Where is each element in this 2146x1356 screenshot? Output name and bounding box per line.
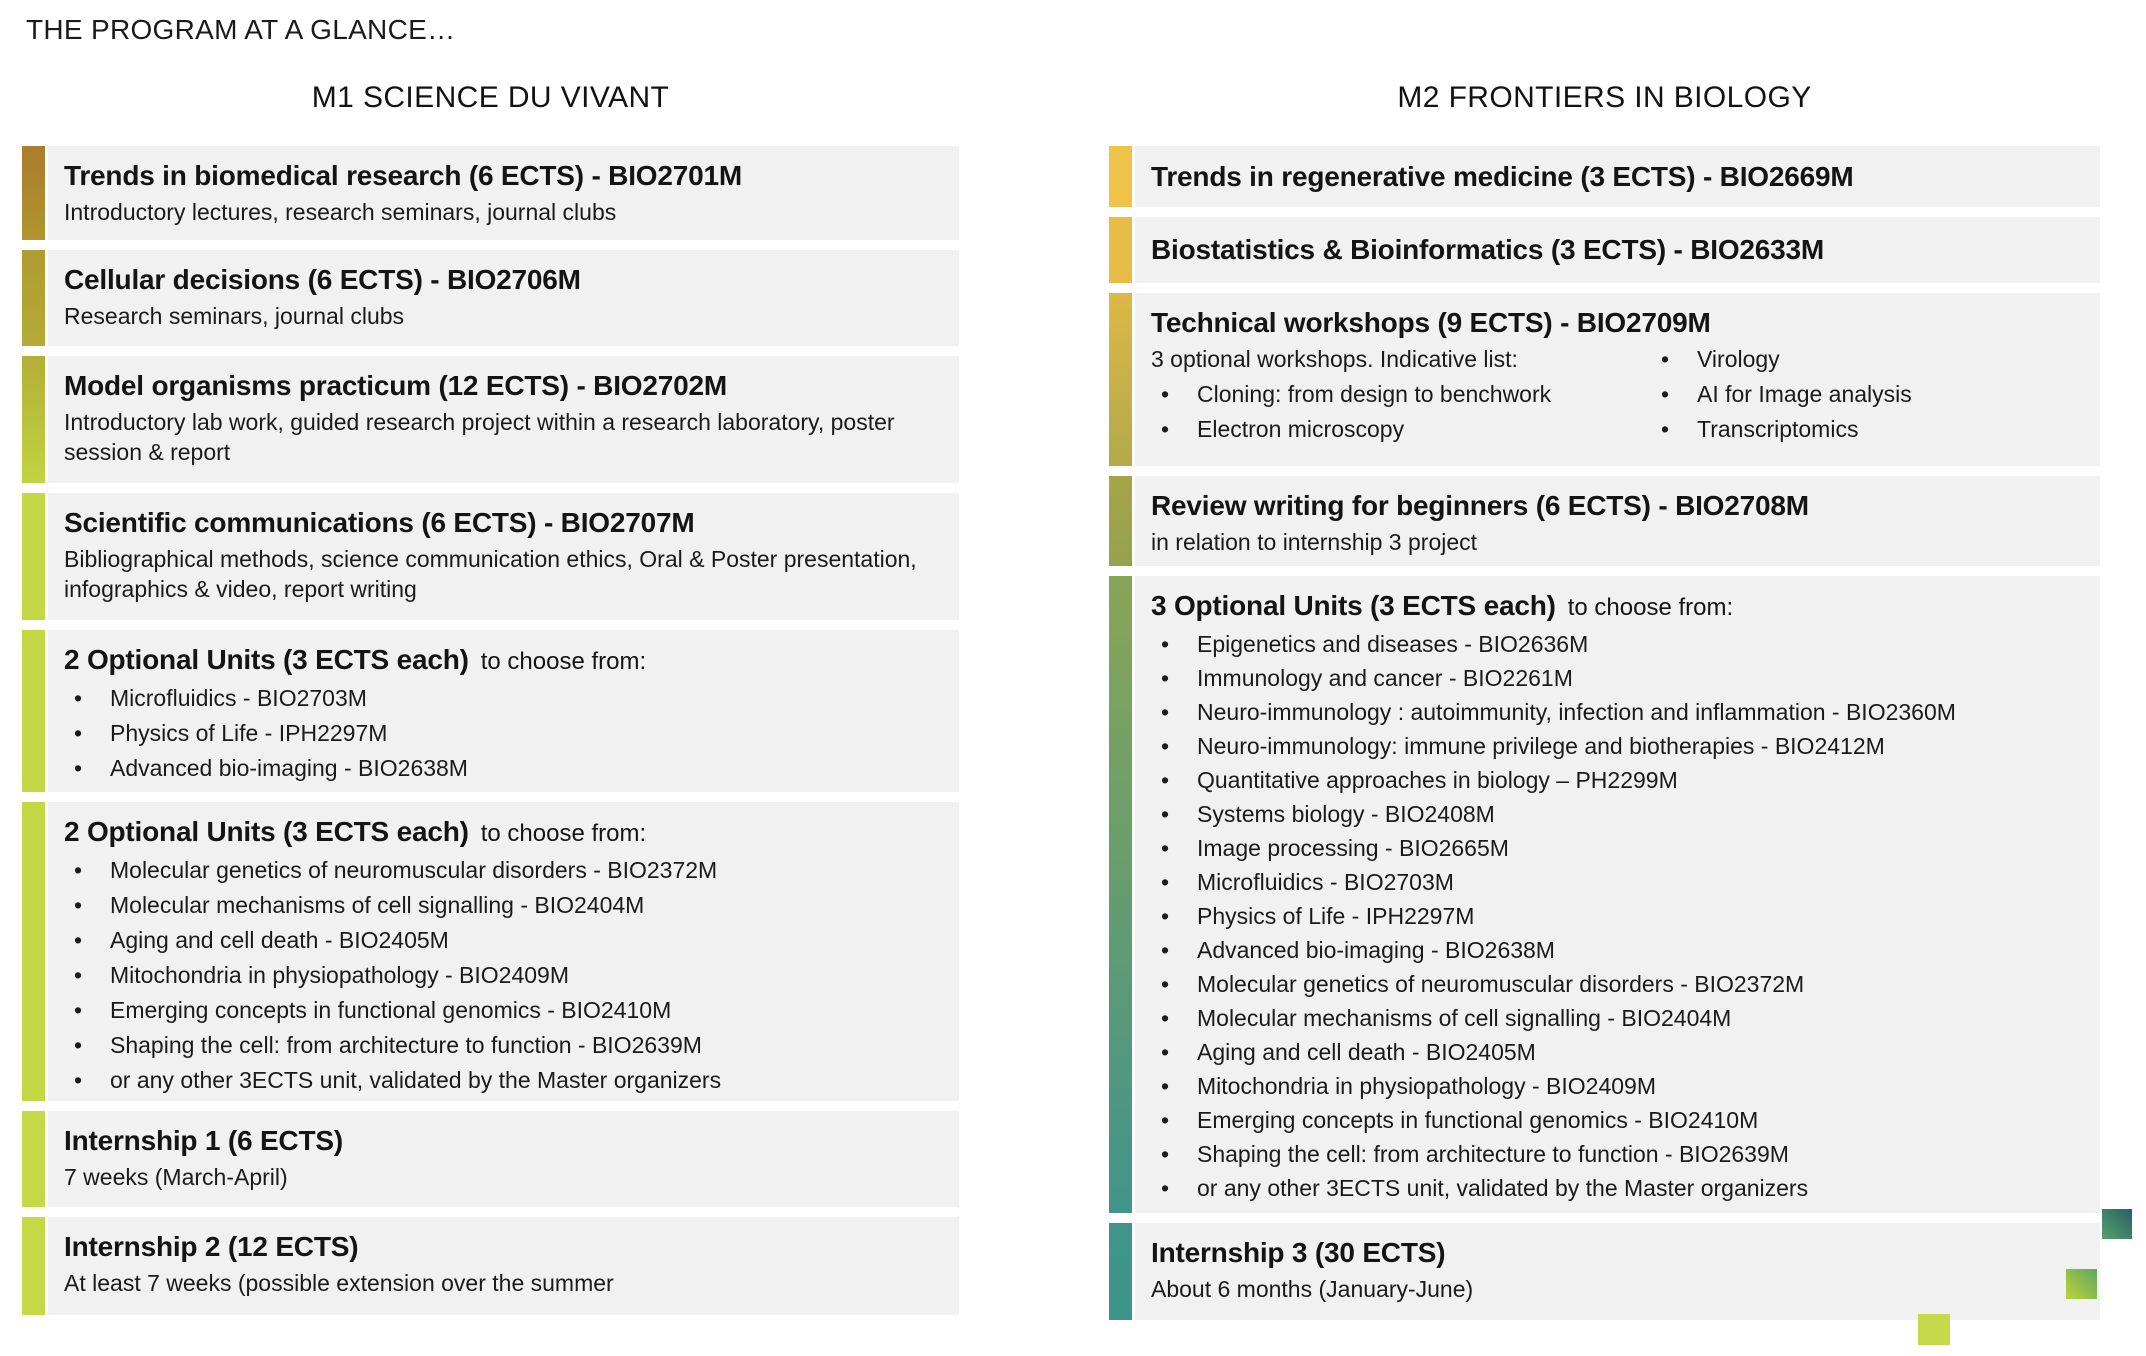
- decor-square-teal: [2102, 1209, 2132, 1239]
- card-title: Cellular decisions (6 ECTS) - BIO2706M: [64, 264, 581, 295]
- card-subtitle: About 6 months (January-June): [1151, 1276, 1474, 1302]
- card-panel: [48, 493, 959, 620]
- bullet-item: [1151, 661, 2084, 695]
- bullet-item: [1151, 933, 2084, 967]
- bullet-dot: •: [74, 997, 83, 1023]
- bullet-dot: •: [74, 892, 83, 918]
- workshops-left-column: [1151, 342, 1651, 447]
- bullet-text: Advanced bio-imaging - BIO2638M: [1197, 937, 1555, 963]
- card-subtitle: Introductory lectures, research seminars, journal clubs: [64, 199, 617, 225]
- bullet-dot: •: [1161, 1073, 1170, 1099]
- bullet-text: Physics of Life - IPH2297M: [1197, 903, 1475, 929]
- bullet-text: Mitochondria in physiopathology - BIO2409M: [1197, 1073, 1656, 1099]
- bullet-item: [1151, 1069, 2084, 1103]
- bullet-item: [1651, 342, 2084, 377]
- card-panel: [1135, 476, 2100, 566]
- bullet-dot: •: [1161, 937, 1170, 963]
- bullet-text: Immunology and cancer - BIO2261M: [1197, 665, 1573, 691]
- bullet-text: Epigenetics and diseases - BIO2636M: [1197, 631, 1589, 657]
- bullet-text: AI for Image analysis: [1697, 381, 1912, 407]
- bullet-text: Shaping the cell: from architecture to function - BIO2639M: [1197, 1141, 1789, 1167]
- card-cellular-decisions: [22, 250, 959, 346]
- card-subtitle: At least 7 weeks (possible extension over the summer: [64, 1270, 614, 1296]
- bullet-dot: •: [1661, 346, 1670, 372]
- card-panel: [48, 630, 959, 792]
- bullet-dot: •: [74, 1067, 83, 1093]
- bullet-item: [1151, 695, 2084, 729]
- bullet-item: [64, 853, 943, 888]
- bullet-text: Molecular mechanisms of cell signalling - BIO2404M: [110, 892, 645, 918]
- card-title: Internship 2 (12 ECTS): [64, 1231, 359, 1262]
- card-panel: [1135, 1223, 2100, 1320]
- bullet-dot: •: [1161, 903, 1170, 929]
- card-m1-optional-units-1: [22, 630, 959, 792]
- card-subtitle: in relation to internship 3 project: [1151, 529, 1478, 555]
- decor-square-yellow: [1918, 1314, 1950, 1345]
- bullet-text: Electron microscopy: [1197, 416, 1405, 442]
- card-panel: [48, 1217, 959, 1315]
- bullet-item: [64, 716, 943, 751]
- column-m1-header: M1 SCIENCE DU VIVANT: [311, 81, 670, 114]
- bullet-text: Advanced bio-imaging - BIO2638M: [110, 755, 468, 781]
- bullet-dot: •: [1161, 835, 1170, 861]
- card-internship-2: [22, 1217, 959, 1315]
- bullet-item: [1151, 1137, 2084, 1171]
- bullet-dot: •: [1161, 1039, 1170, 1065]
- bullet-dot: •: [1161, 1005, 1170, 1031]
- bullet-dot: •: [1161, 1141, 1170, 1167]
- column-m2-header: M2 FRONTIERS IN BIOLOGY: [1397, 81, 1812, 114]
- bullet-item: [64, 1063, 943, 1098]
- bullet-text: Aging and cell death - BIO2405M: [1197, 1039, 1536, 1065]
- column-m2: [1109, 64, 2100, 1330]
- bullet-text: or any other 3ECTS unit, validated by the Master organizers: [110, 1067, 722, 1093]
- bullet-text: Neuro-immunology: immune privilege and biotherapies - BIO2412M: [1197, 733, 1885, 759]
- card-accent-bar: [22, 493, 45, 620]
- bullet-text: Cloning: from design to benchwork: [1197, 381, 1552, 407]
- bullet-text: or any other 3ECTS unit, validated by the Master organizers: [1197, 1175, 1809, 1201]
- bullet-item: [64, 751, 943, 786]
- bullet-text: Emerging concepts in functional genomics - BIO2410M: [110, 997, 672, 1023]
- bullet-text: Transcriptomics: [1697, 416, 1859, 442]
- card-internship-3: [1109, 1223, 2100, 1320]
- bullet-item: [1151, 627, 2084, 661]
- card-title-row: [64, 813, 943, 853]
- bullet-dot: •: [1161, 1175, 1170, 1201]
- bullet-item: [1651, 377, 2084, 412]
- card-title: Biostatistics & Bioinformatics (3 ECTS) - BIO2633M: [1151, 234, 1825, 265]
- bullet-dot: •: [1161, 801, 1170, 827]
- card-review-writing: [1109, 476, 2100, 566]
- bullet-item: [64, 923, 943, 958]
- card-title: Review writing for beginners (6 ECTS) - BIO2708M: [1151, 490, 1809, 521]
- bullet-dot: •: [74, 1032, 83, 1058]
- bullet-item: [1151, 1103, 2084, 1137]
- bullet-dot: •: [1161, 381, 1170, 407]
- card-panel: [48, 1111, 959, 1207]
- card-technical-workshops: [1109, 293, 2100, 466]
- card-panel: [48, 802, 959, 1101]
- bullet-text: Systems biology - BIO2408M: [1197, 801, 1495, 827]
- bullet-item: [1151, 899, 2084, 933]
- card-title: Trends in regenerative medicine (3 ECTS) - BIO2669M: [1151, 160, 1854, 192]
- card-title: 3 Optional Units (3 ECTS each): [1151, 590, 1556, 621]
- bullet-item: [1151, 729, 2084, 763]
- card-m1-optional-units-2: [22, 802, 959, 1101]
- card-model-organisms: [22, 356, 959, 483]
- card-accent-bar: [22, 630, 45, 792]
- column-m1: [22, 64, 959, 1325]
- workshops-columns: [1151, 342, 2084, 447]
- card-title-row: [1151, 587, 2084, 627]
- bullet-dot: •: [1161, 767, 1170, 793]
- bullet-item: [64, 958, 943, 993]
- bullet-dot: •: [1161, 1107, 1170, 1133]
- bullet-dot: •: [1161, 416, 1170, 442]
- card-subtitle: Introductory lab work, guided research project within a research laboratory, poster session & report: [64, 409, 895, 465]
- bullet-item: [1151, 831, 2084, 865]
- card-accent-bar: [22, 250, 45, 346]
- card-subtitle: Bibliographical methods, science communication ethics, Oral & Poster presentation, infographics & video, report writing: [64, 546, 917, 602]
- card-title: 2 Optional Units (3 ECTS each): [64, 644, 469, 675]
- bullet-item: [64, 888, 943, 923]
- card-panel: [48, 146, 959, 240]
- card-title: Scientific communications (6 ECTS) - BIO2707M: [64, 507, 695, 538]
- bullet-dot: •: [74, 927, 83, 953]
- bullet-dot: •: [74, 755, 83, 781]
- bullet-text: Emerging concepts in functional genomics - BIO2410M: [1197, 1107, 1759, 1133]
- bullet-text: Microfluidics - BIO2703M: [1197, 869, 1454, 895]
- bullet-item: [1651, 412, 2084, 447]
- decor-square-green: [2066, 1269, 2097, 1299]
- bullet-item: [64, 993, 943, 1028]
- bullet-dot: •: [74, 962, 83, 988]
- bullet-text: Virology: [1697, 346, 1780, 372]
- card-internship-1: [22, 1111, 959, 1207]
- card-title: Trends in biomedical research (6 ECTS) - BIO2701M: [64, 160, 742, 191]
- card-accent-bar: [22, 802, 45, 1101]
- card-title: Technical workshops (9 ECTS) - BIO2709M: [1151, 307, 1711, 338]
- card-panel: [48, 356, 959, 483]
- bullet-text: Aging and cell death - BIO2405M: [110, 927, 449, 953]
- card-title: 2 Optional Units (3 ECTS each): [64, 816, 469, 847]
- bullet-dot: •: [1161, 869, 1170, 895]
- card-title-suffix: to choose from:: [480, 648, 647, 675]
- card-accent-bar: [22, 1111, 45, 1207]
- card-accent-bar: [22, 146, 45, 240]
- card-accent-bar: [1109, 576, 1132, 1213]
- slide-title: THE PROGRAM AT A GLANCE…: [26, 14, 456, 45]
- bullet-item: [1151, 1171, 2084, 1205]
- card-subtitle: Research seminars, journal clubs: [64, 303, 405, 329]
- bullet-text: Neuro-immunology : autoimmunity, infection and inflammation - BIO2360M: [1197, 699, 1956, 725]
- card-title-suffix: to choose from:: [480, 820, 647, 847]
- bullet-dot: •: [74, 685, 83, 711]
- bullet-text: Molecular genetics of neuromuscular disorders - BIO2372M: [1197, 971, 1805, 997]
- workshops-intro: 3 optional workshops. Indicative list:: [1151, 346, 1518, 372]
- workshops-right-column: [1651, 342, 2084, 447]
- card-biostatistics-bioinformatics: [1109, 217, 2100, 283]
- card-title-row: [64, 641, 943, 681]
- card-accent-bar: [1109, 217, 1132, 283]
- card-title: Internship 1 (6 ECTS): [64, 1125, 343, 1156]
- card-panel: [1135, 146, 2100, 207]
- bullet-text: Shaping the cell: from architecture to function - BIO2639M: [110, 1032, 702, 1058]
- bullet-text: Physics of Life - IPH2297M: [110, 720, 388, 746]
- bullet-item: [1151, 797, 2084, 831]
- card-accent-bar: [1109, 146, 1132, 207]
- card-accent-bar: [1109, 476, 1132, 566]
- card-subtitle: 7 weeks (March-April): [64, 1164, 288, 1190]
- bullet-dot: •: [1161, 733, 1170, 759]
- card-panel: [1135, 576, 2100, 1213]
- bullet-text: Quantitative approaches in biology – PH2299M: [1197, 767, 1678, 793]
- bullet-item: [1151, 412, 1651, 447]
- card-accent-bar: [1109, 293, 1132, 466]
- bullet-dot: •: [1161, 665, 1170, 691]
- card-accent-bar: [22, 1217, 45, 1315]
- bullet-dot: •: [1661, 381, 1670, 407]
- bullet-text: Image processing - BIO2665M: [1197, 835, 1509, 861]
- bullet-item: [64, 681, 943, 716]
- bullet-item: [1151, 967, 2084, 1001]
- bullet-dot: •: [74, 857, 83, 883]
- card-title: Internship 3 (30 ECTS): [1151, 1237, 1446, 1268]
- bullet-text: Microfluidics - BIO2703M: [110, 685, 367, 711]
- card-accent-bar: [1109, 1223, 1132, 1320]
- bullet-item: [1151, 865, 2084, 899]
- card-panel: [1135, 217, 2100, 283]
- card-title-suffix: to choose from:: [1567, 594, 1734, 621]
- bullet-text: Mitochondria in physiopathology - BIO2409M: [110, 962, 569, 988]
- bullet-dot: •: [1161, 631, 1170, 657]
- card-panel: [48, 250, 959, 346]
- bullet-dot: •: [1161, 971, 1170, 997]
- bullet-dot: •: [1661, 416, 1670, 442]
- card-scientific-communications: [22, 493, 959, 620]
- bullet-item: [1151, 763, 2084, 797]
- bullet-dot: •: [74, 720, 83, 746]
- bullet-text: Molecular mechanisms of cell signalling - BIO2404M: [1197, 1005, 1732, 1031]
- bullet-item: [1151, 1001, 2084, 1035]
- bullet-item: [64, 1028, 943, 1063]
- card-m2-optional-units: [1109, 576, 2100, 1213]
- bullet-item: [1151, 377, 1651, 412]
- card-title: Model organisms practicum (12 ECTS) - BIO2702M: [64, 370, 727, 401]
- card-panel: [1135, 293, 2100, 466]
- card-accent-bar: [22, 356, 45, 483]
- card-trends-biomedical: [22, 146, 959, 240]
- bullet-dot: •: [1161, 699, 1170, 725]
- card-regenerative-medicine: [1109, 146, 2100, 207]
- bullet-text: Molecular genetics of neuromuscular disorders - BIO2372M: [110, 857, 718, 883]
- bullet-item: [1151, 1035, 2084, 1069]
